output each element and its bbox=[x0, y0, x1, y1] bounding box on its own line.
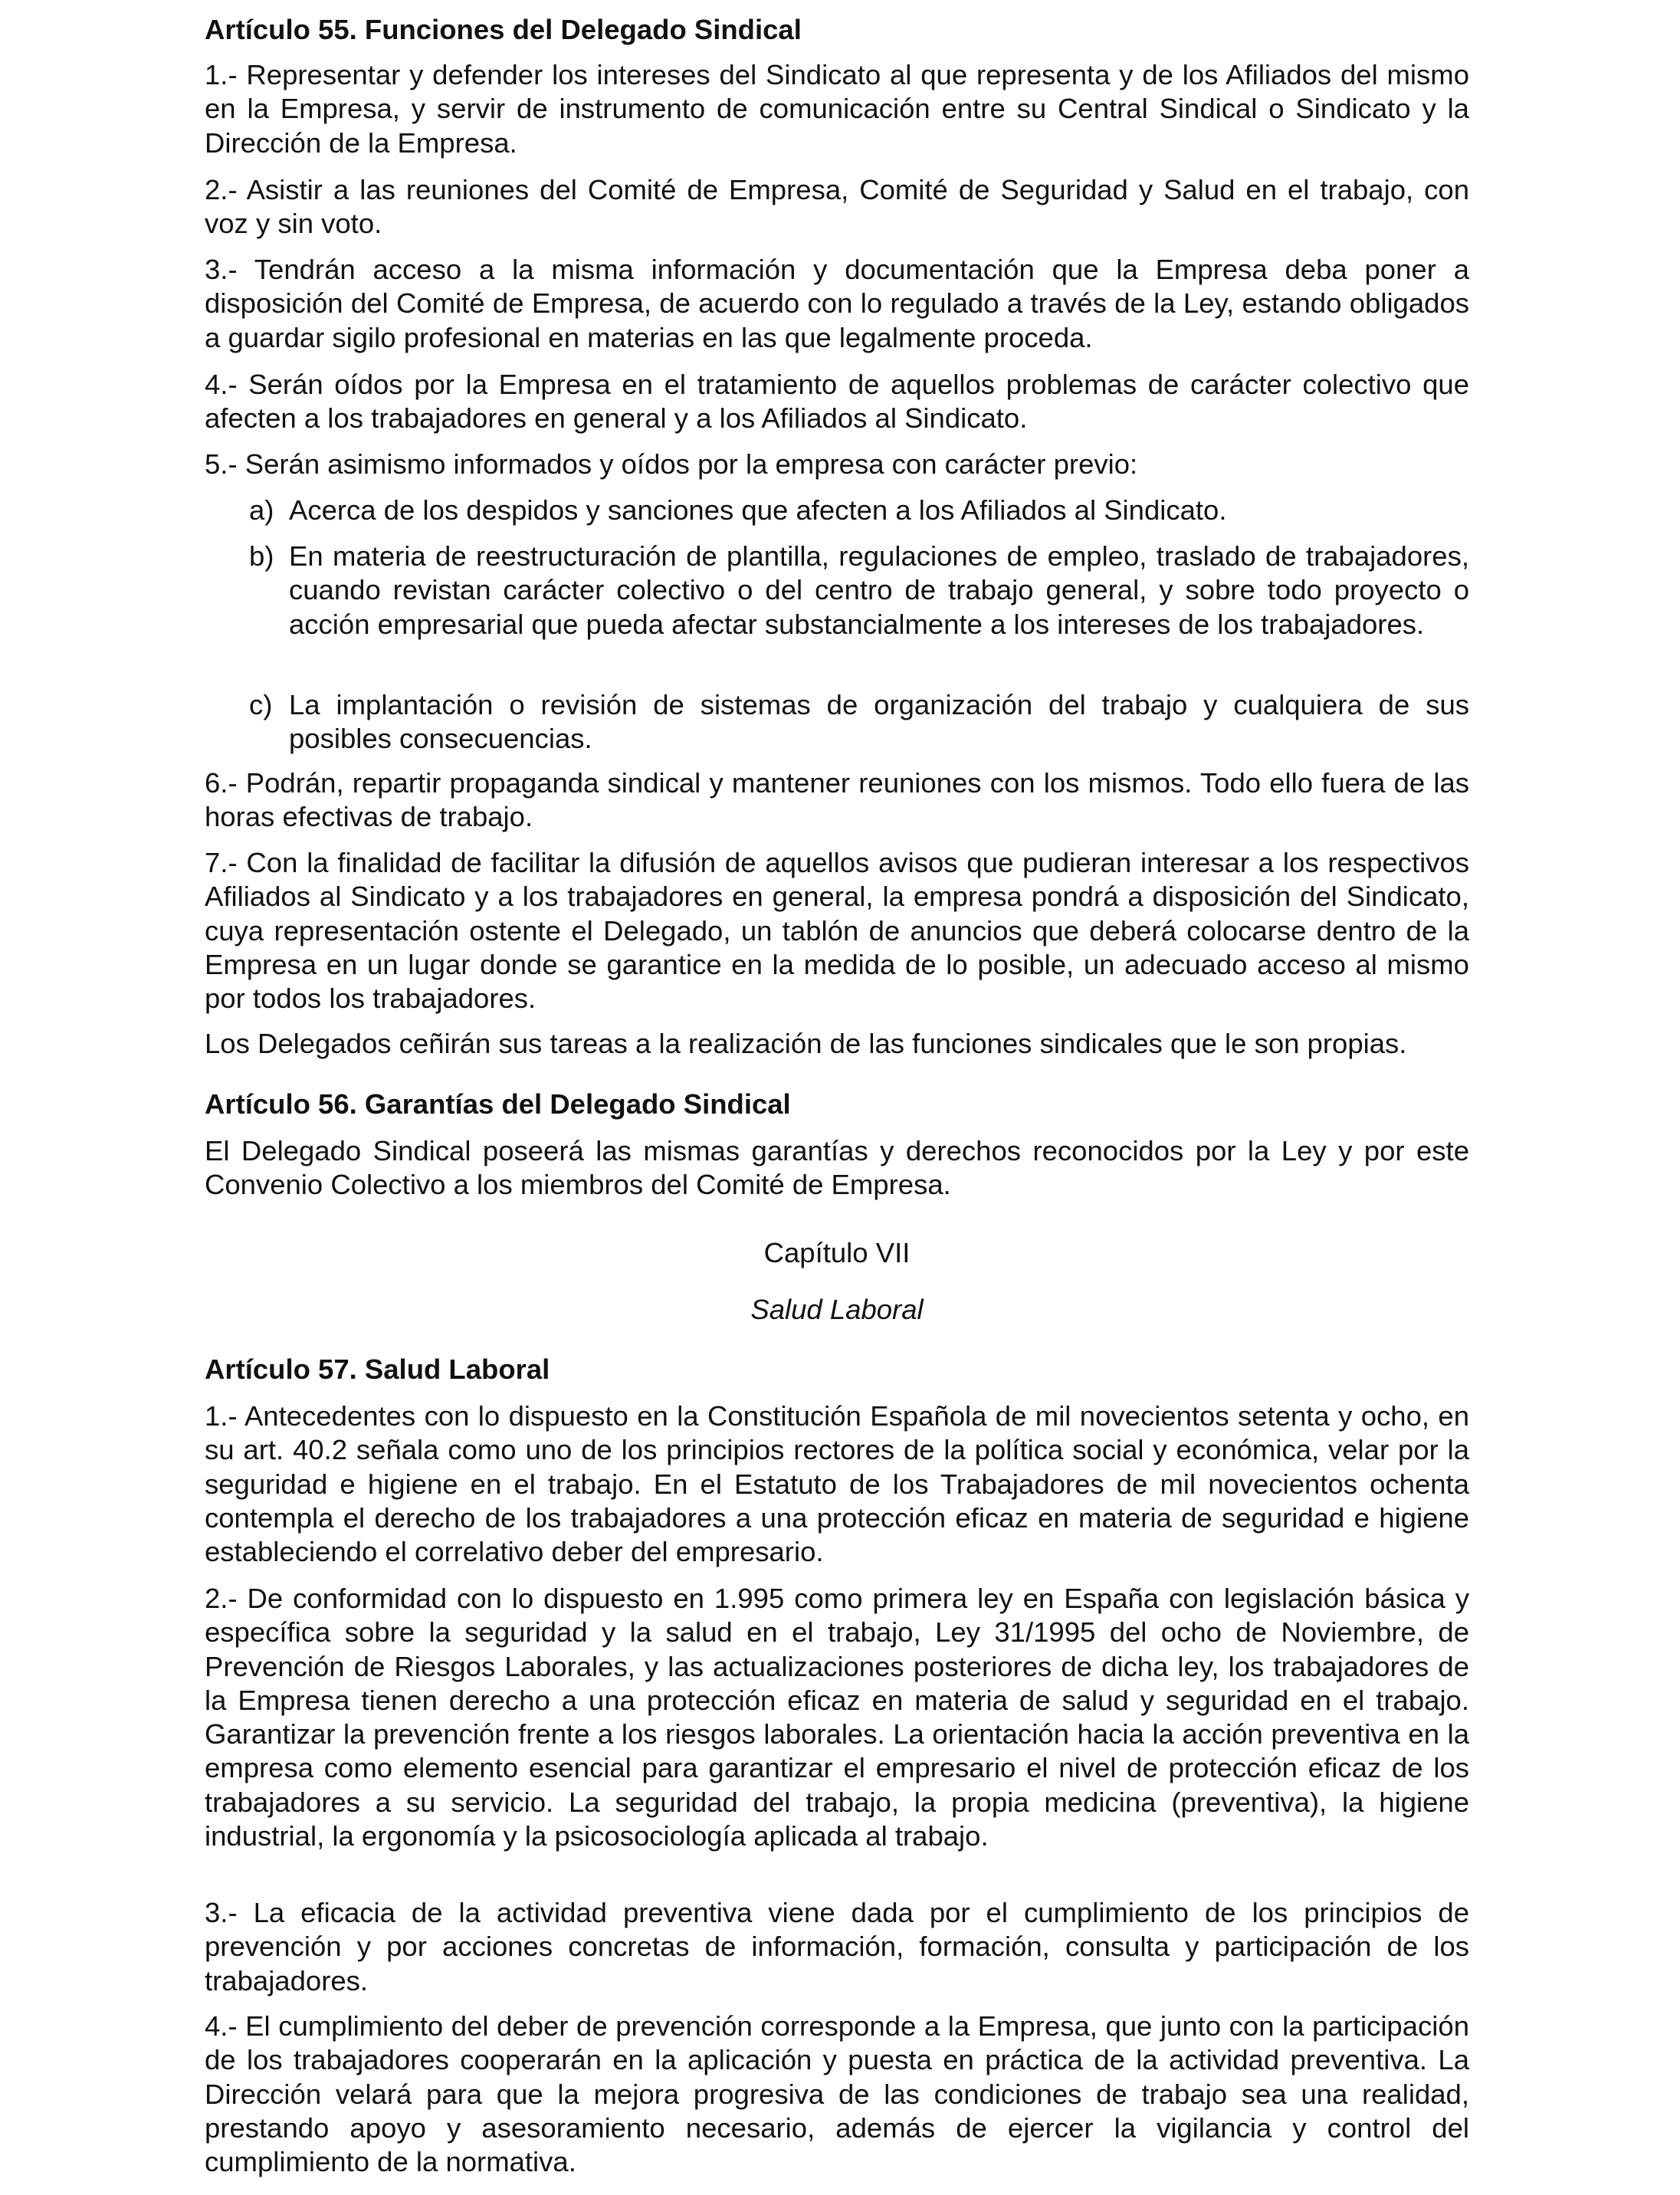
article-55-paragraph-5: 5.- Serán asimismo informados y oídos por la empresa con carácter previo: bbox=[205, 448, 1138, 480]
list-item-text: La implantación o revisión de sistemas de organización del trabajo y cualquiera de sus posibles consecuencias. bbox=[289, 689, 1469, 755]
list-item-label: b) bbox=[249, 540, 274, 572]
chapter-name: Salud Laboral bbox=[750, 1294, 924, 1325]
list-item-a bbox=[249, 494, 1514, 527]
article-55-closing: Los Delegados ceñirán sus tareas a la realización de las funciones sindicales que le son propias. bbox=[205, 1028, 1407, 1059]
list-item-label: c) bbox=[249, 689, 273, 720]
list-item-c bbox=[249, 688, 1469, 756]
article-55-paragraph-7: 7.- Con la finalidad de facilitar la difusión de aquellos avisos que pudieran interesar a los respectivos Afiliados al Sindicato y a los trabajadores en general, la empresa pondrá a disposición del Sindicato, cuya representación ostente el Delegado, un tablón de anuncios que deberá colocarse dentro de la Empresa en un lugar donde se garantice en la medida de lo posible, un adecuado acceso al mismo por todos los trabajadores. bbox=[205, 847, 1469, 1015]
article-55-paragraph-3: 3.- Tendrán acceso a la misma información y documentación que la Empresa deba poner a disposición del Comité de Empresa, de acuerdo con lo regulado a través de la Ley, estando obligados a guardar sigilo profesional en materias en las que legalmente proceda. bbox=[205, 254, 1469, 353]
article-57-title: Artículo 57. Salud Laboral bbox=[205, 1353, 550, 1385]
list-item-text: Acerca de los despidos y sanciones que afecten a los Afiliados al Sindicato. bbox=[289, 494, 1227, 526]
article-55-paragraph-2: 2.- Asistir a las reuniones del Comité de Empresa, Comité de Seguridad y Salud en el trabajo, con voz y sin voto. bbox=[205, 174, 1469, 240]
article-56-paragraph-1: El Delegado Sindical poseerá las mismas garantías y derechos reconocidos por la Ley y por este Convenio Colectivo a los miembros del Comité de Empresa. bbox=[205, 1135, 1469, 1201]
list-item-text: En materia de reestructuración de plantilla, regulaciones de empleo, traslado de trabajadores, cuando revistan carácter colectivo o del centro de trabajo general, y sobre todo proyecto o acción empresarial que pueda afectar substancialmente a los intereses de los trabajadores. bbox=[289, 540, 1469, 640]
article-57-paragraph-4: 4.- El cumplimiento del deber de prevención corresponde a la Empresa, que junto con la participación de los trabajadores cooperarán en la aplicación y puesta en práctica de la actividad preventiva. La Dirección velará para que la mejora progresiva de las condiciones de trabajo sea una realidad, prestando apoyo y asesoramiento necesario, además de ejercer la vigilancia y control del cumplimiento de la normativa. bbox=[205, 2010, 1469, 2178]
chapter-number: Capítulo VII bbox=[763, 1237, 911, 1268]
article-55-title: Artículo 55. Funciones del Delegado Sindical bbox=[205, 14, 802, 45]
list-item-b bbox=[249, 540, 1469, 641]
article-57-paragraph-1: 1.- Antecedentes con lo dispuesto en la Constitución Española de mil novecientos setenta y ocho, en su art. 40.2 señala como uno de los principios rectores de la política social y económica, velar por la seguridad e higiene en el trabajo. En el Estatuto de los Trabajadores de mil novecientos ochenta contempla el derecho de los trabajadores a una protección eficaz en materia de seguridad e higiene estableciendo el correlativo deber del empresario. bbox=[205, 1400, 1469, 1568]
article-56-title: Artículo 56. Garantías del Delegado Sindical bbox=[205, 1088, 791, 1120]
article-57-paragraph-2: 2.- De conformidad con lo dispuesto en 1.995 como primera ley en España con legislación básica y específica sobre la seguridad y la salud en el trabajo, Ley 31/1995 del ocho de Noviembre, de Prevención de Riesgos Laborales, y las actualizaciones posteriores de dicha ley, los trabajadores de la Empresa tienen derecho a una protección eficaz en materia de salud y seguridad en el trabajo. Garantizar la prevención frente a los riesgos laborales. La orientación hacia la acción preventiva en la empresa como elemento esencial para garantizar el empresario el nivel de protección eficaz de los trabajadores a su servicio. La seguridad del trabajo, la propia medicina (preventiva), la higiene industrial, la ergonomía y la psicosociología aplicada al trabajo. bbox=[205, 1583, 1469, 1852]
article-55-paragraph-1: 1.- Representar y defender los intereses del Sindicato al que representa y de los Afiliados del mismo en la Empresa, y servir de instrumento de comunicación entre su Central Sindical o Sindicato y la Dirección de la Empresa. bbox=[205, 59, 1469, 159]
article-55-paragraph-4: 4.- Serán oídos por la Empresa en el tratamiento de aquellos problemas de carácter colectivo que afecten a los trabajadores en general y a los Afiliados al Sindicato. bbox=[205, 369, 1469, 435]
list-item-label: a) bbox=[249, 494, 274, 526]
article-57-paragraph-3: 3.- La eficacia de la actividad preventiva viene dada por el cumplimiento de los principios de prevención y por acciones concretas de información, formación, consulta y participación de los trabajadores. bbox=[205, 1897, 1469, 1996]
article-55-paragraph-6: 6.- Podrán, repartir propaganda sindical y mantener reuniones con los mismos. Todo ello fuera de las horas efectivas de trabajo. bbox=[205, 767, 1469, 833]
